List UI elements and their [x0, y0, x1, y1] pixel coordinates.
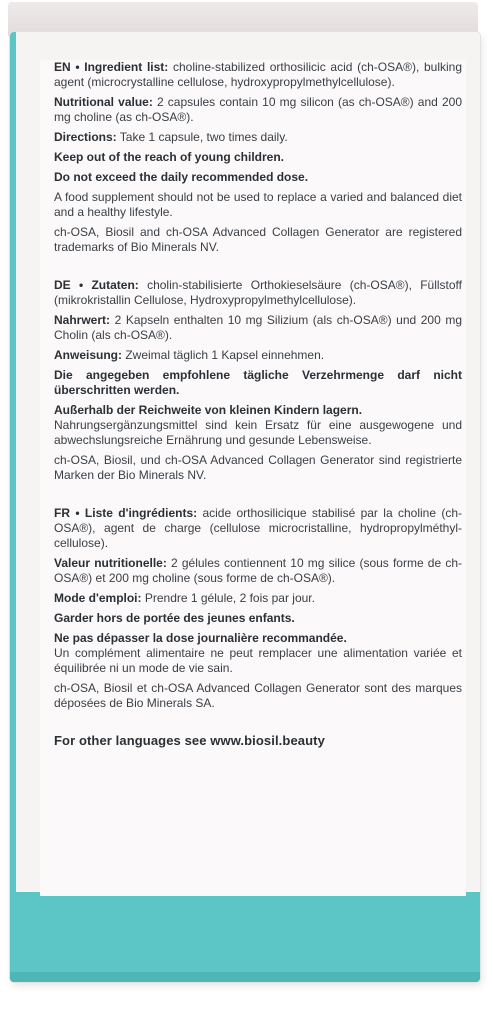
fr-supplement-note: Un complément alimentaire ne peut remplacer une alimentation variée et équilibrée ni un mode de vie sain. — [54, 646, 462, 675]
other-languages-footer: For other languages see www.biosil.beauty — [54, 733, 325, 748]
en-ingredients-text: choline-stabilized orthosilicic acid (ch-OSA®), bulking agent (microcrystalline cellulose, hydroxypropylmethylcellulose). — [54, 60, 462, 89]
de-ingredients-label: Zutaten: — [91, 278, 139, 292]
separator: • — [70, 506, 85, 520]
section-de — [54, 278, 462, 483]
fr-nutrition-label: Valeur nutritionelle: — [54, 556, 167, 570]
de-directions — [54, 348, 462, 363]
de-warning-dose: Die angegeben empfohlene tägliche Verzehrmenge darf nicht überschritten werden. — [54, 368, 462, 397]
fr-nutrition — [54, 556, 462, 586]
en-directions-label: Directions: — [54, 130, 117, 144]
separator: • — [70, 278, 92, 292]
fr-ingredients-label: Liste d'ingrédients: — [84, 506, 198, 520]
en-warning-dose: Do not exceed the daily recommended dose. — [54, 170, 309, 184]
en-nutrition — [54, 95, 462, 125]
en-nutrition-text: 2 capsules contain 10 mg silicon (as ch-OSA®) and 200 mg choline (as ch-OSA®). — [54, 95, 462, 124]
en-directions-text: Take 1 capsule, two times daily. — [116, 130, 288, 144]
fr-directions-label: Mode d'emploi: — [54, 591, 142, 605]
de-ingredients-text: cholin-stabilisierte Orthokieselsäure (ch-OSA®), Füllstoff (mikrokristallin Cellulose, Hydroxypropylmethylcellulose). — [54, 278, 462, 307]
de-ingredients — [54, 278, 462, 308]
en-warning-children: Keep out of the reach of young children. — [54, 150, 285, 164]
teal-side-stripe — [10, 32, 16, 982]
de-nutrition — [54, 313, 462, 343]
en-trademark: ch-OSA, Biosil and ch-OSA Advanced Collagen Generator are registered trademarks of Bio Minerals NV. — [54, 225, 462, 254]
section-en — [54, 60, 462, 255]
en-nutrition-label: Nutritional value: — [54, 95, 153, 109]
de-supplement-note: Nahrungsergänzungsmittel sind kein Ersatz für eine ausgewogene und abwechslungsreiche Ernährung und gesunde Lebensweise. — [54, 418, 462, 447]
section-gap — [54, 488, 462, 506]
en-ingredients-label: Ingredient list: — [84, 60, 169, 74]
box-top-flap — [8, 2, 478, 36]
teal-bottom-band — [10, 892, 480, 982]
fr-warning-dose: Ne pas dépasser la dose journalière recommandée. — [54, 631, 347, 645]
separator: • — [70, 60, 85, 74]
de-lang-tag: DE — [54, 278, 71, 292]
fr-ingredients-text: acide orthosilicique stabilisé par la choline (ch-OSA®), agent de charge (cellulose microcristalline, hydropropylméthyl-cellulose). — [54, 506, 463, 550]
de-trademark: ch-OSA, Biosil, und ch-OSA Advanced Collagen Generator sind registrierte Marken der Bio Minerals NV. — [54, 453, 462, 482]
section-fr — [54, 506, 462, 711]
en-lang-tag: EN — [54, 60, 71, 74]
fr-ingredients — [54, 506, 462, 551]
label-panel — [40, 60, 466, 896]
de-directions-text: Zweimal täglich 1 Kapsel einnehmen. — [122, 348, 325, 362]
en-directions — [54, 130, 462, 145]
fr-lang-tag: FR — [54, 506, 70, 520]
label-text — [40, 60, 462, 748]
de-directions-label: Anweisung: — [54, 348, 122, 362]
en-ingredients — [54, 60, 462, 90]
de-nutrition-text: 2 Kapseln enthalten 10 mg Silizium (als ch-OSA®) und 200 mg Cholin (als ch-OSA®). — [54, 313, 462, 342]
fr-directions-text: Prendre 1 gélule, 2 fois par jour. — [141, 591, 315, 605]
de-nutrition-label: Nahrwert: — [54, 313, 111, 327]
fr-nutrition-text: 2 gélules contiennent 10 mg silice (sous forme de ch-OSA®) et 200 mg choline (sous forme de ch-OSA®). — [54, 556, 462, 585]
fr-warning-children: Garder hors de portée des jeunes enfants. — [54, 611, 295, 625]
en-supplement-note: A food supplement should not be used to replace a varied and balanced diet and a healthy lifestyle. — [54, 190, 462, 219]
product-box — [10, 32, 480, 982]
section-gap — [54, 260, 462, 278]
de-warning-children: Außerhalb der Reichweite von kleinen Kindern lagern. — [54, 403, 363, 417]
fr-trademark: ch-OSA, Biosil et ch-OSA Advanced Collagen Generator sont des marques déposées de Bio Minerals SA. — [54, 681, 462, 710]
fr-directions — [54, 591, 462, 606]
